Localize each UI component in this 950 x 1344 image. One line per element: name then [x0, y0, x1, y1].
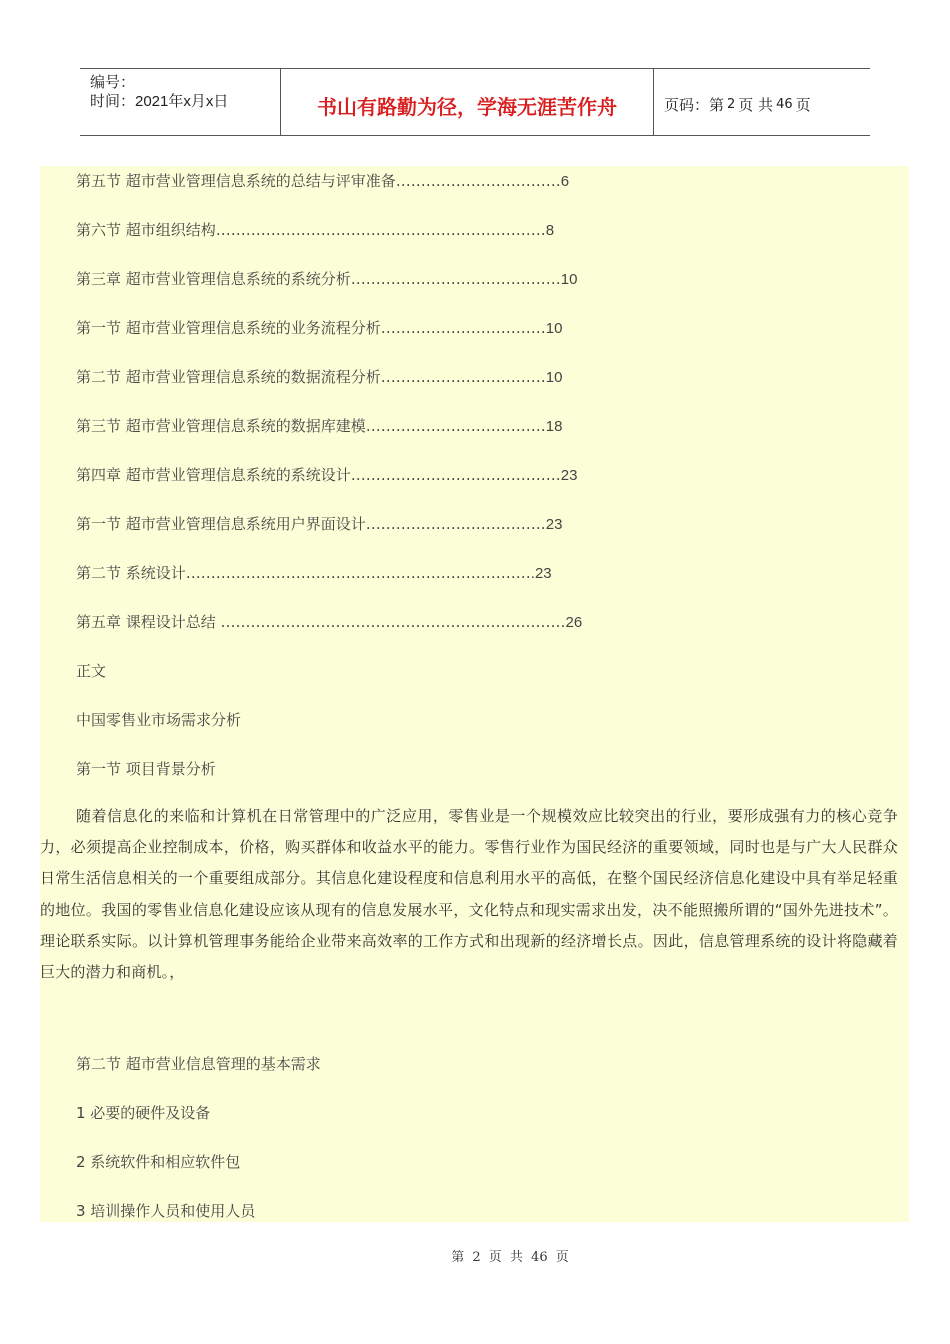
page-footer: 第 2 页 共 46 页: [451, 1250, 569, 1265]
toc-entry-dots: ……………………………: [380, 368, 546, 386]
page-total: 46: [776, 96, 793, 112]
toc-entry: [76, 513, 562, 534]
toc-entry: [76, 562, 552, 583]
toc-entry-page: 23: [560, 467, 578, 484]
toc-entry-page: 6: [560, 173, 570, 190]
body-heading-zhengwen: 正文: [76, 662, 107, 680]
header-motto: 书山有路勤为径，学海无涯苦作舟: [281, 69, 654, 135]
toc-entry-text: 第四章 超市营业管理信息系统的系统设计: [76, 466, 351, 484]
toc-entry: [76, 170, 569, 191]
toc-entry: [76, 415, 562, 436]
toc-entry: [76, 611, 582, 632]
header-page-info: [654, 69, 870, 135]
toc-entry-page: 10: [545, 369, 563, 386]
toc-entry-text: 第五节 超市营业管理信息系统的总结与评审准备: [76, 172, 396, 190]
toc-entry-page: .23: [530, 565, 552, 582]
list-item: 2 系统软件和相应软件包: [76, 1153, 241, 1171]
toc-entry-text: 第一节 超市营业管理信息系统的业务流程分析: [76, 319, 381, 337]
body-heading-market: 中国零售业市场需求分析: [76, 711, 242, 729]
toc-entry-dots: ……………………………………………………………: [185, 564, 531, 582]
number-label: 编号：: [90, 74, 136, 91]
header-meta: [80, 69, 281, 135]
toc-entry-dots: ……………………………: [380, 319, 546, 337]
body-paragraph: 随着信息化的来临和计算机在日常管理中的广泛应用，零售业是一个规模效应比较突出的行业，要形成强有力的核心竞争力，必须提高企业控制成本，价格，购买群体和收益水平的能力。零售行业作为国民经济的重要领域，同时也是与广大人民群众日常生活信息相关的一个重要组成部分。其信息化建设程度和信息利用水平的高低，在整个国民经济信息化建设中具有举足轻重的地位。我国的零售业信息化建设应该从现有的信息发展水平，文化特点和现实需求出发，决不能照搬所谓的“国外先进技术”。理论联系实际。以计算机管理事务能给企业带来高效率的工作方式和出现新的经济增长点。因此，信息管理系统的设计将隐藏着巨大的潜力和商机。，: [40, 807, 898, 982]
toc-entry-text: 第三节 超市营业管理信息系统的数据库建模: [76, 417, 366, 435]
toc-entry: [76, 317, 562, 338]
toc-entry-page: 8: [545, 222, 555, 239]
list-item: 3 培训操作人员和使用人员: [76, 1202, 256, 1220]
toc-entry-dots: ……………………………………: [350, 270, 561, 288]
toc-entry-text: 第二节 超市营业管理信息系统的数据流程分析: [76, 368, 381, 386]
toc-entry-text: 第一节 超市营业管理信息系统用户界面设计: [76, 515, 366, 533]
toc-entry-text: 第六节 超市组织结构: [76, 221, 216, 239]
toc-entry-page: 10: [545, 320, 563, 337]
toc-entry-text: 第二节 系统设计: [76, 564, 186, 582]
page-current: 2: [727, 96, 736, 112]
page-suffix: 页: [795, 95, 811, 114]
time-label: 时间：2021年x月x日: [90, 93, 229, 110]
toc-entry-dots: ……………………………………: [350, 466, 561, 484]
toc-entry-page: 26: [565, 614, 583, 631]
toc-entry: [76, 268, 577, 289]
toc-entry-dots: ………………………………: [365, 417, 546, 435]
page-header: [80, 68, 870, 136]
toc-entry-dots: …………………………………………………………: [215, 221, 546, 239]
toc-entry-dots: ……………………………: [395, 172, 561, 190]
list-item: 1 必要的硬件及设备: [76, 1104, 211, 1122]
toc-entry-page: 18: [545, 418, 563, 435]
section-heading: 第二节 超市营业信息管理的基本需求: [76, 1055, 321, 1073]
toc-entry-text: 第三章 超市营业管理信息系统的系统分析: [76, 270, 351, 288]
page-mid: 页 共: [738, 95, 774, 114]
section-heading: 第一节 项目背景分析: [76, 760, 216, 778]
toc-entry-dots: ………………………………: [365, 515, 546, 533]
toc-entry-dots: ……………………………………………………………: [220, 613, 566, 631]
toc-entry: [76, 219, 554, 240]
toc-entry: [76, 366, 562, 387]
toc-entry-page: 23: [545, 516, 563, 533]
toc-entry: [76, 464, 577, 485]
page-prefix: 页码：第: [664, 95, 725, 114]
toc-entry-page: 10: [560, 271, 578, 288]
toc-entry-text: 第五章 课程设计总结: [76, 613, 221, 631]
